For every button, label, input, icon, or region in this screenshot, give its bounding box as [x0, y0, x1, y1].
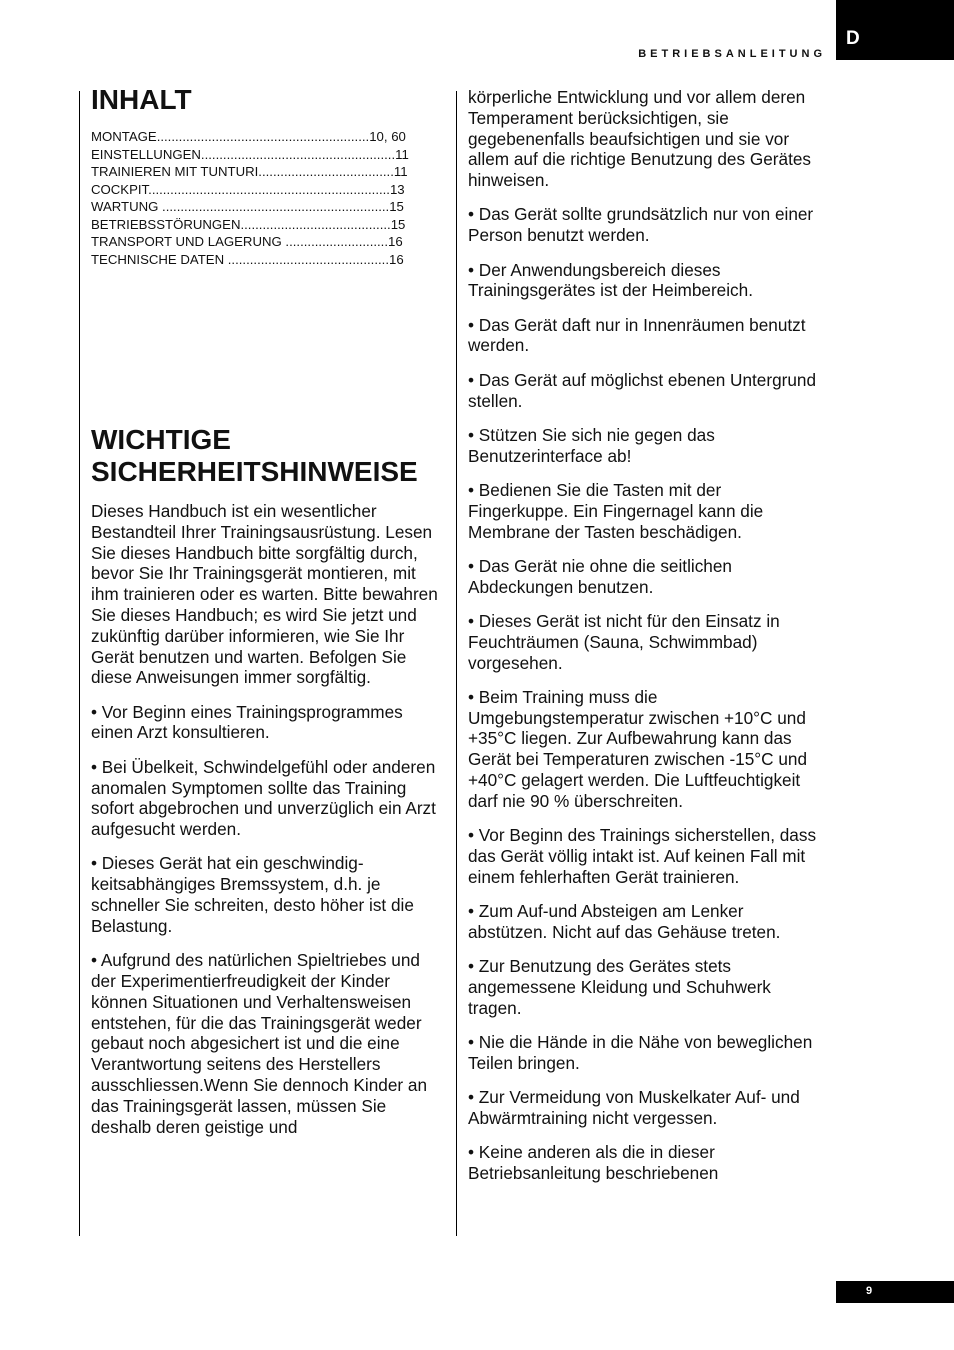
language-tab	[836, 0, 954, 60]
safety-title-line1: WICHTIGE	[91, 424, 231, 455]
safety-bullet: • Dieses Gerät hat ein geschwindig-keitsabhängiges Bremssystem, d.h. je schneller Sie schreiten, desto höher ist die Belastung.	[91, 853, 414, 936]
safety-bullet: • Stützen Sie sich nie gegen das Benutzerinterface ab!	[468, 424, 715, 466]
contents-title: INHALT	[91, 84, 192, 115]
safety-bullet: • Vor Beginn des Trainings sicherstellen, dass das Gerät völlig intakt ist. Auf keinen Fall mit einem fehlerhaften Gerät trainieren.	[468, 825, 817, 887]
safety-bullet: • Aufgrund des natürlichen Spieltriebes und der Experimentierfreudigkeit der Kinder können Situationen und Verhaltensweisen entstehen, für die das Trainingsgerät weder gebaut noch abgesichert ist und die eine Verantwortung seitens des Herstellers ausschliessen.Wenn Sie dennoch Kinder an das Trainingsgerät lassen, müssen Sie deshalb deren geistige und	[91, 950, 428, 1137]
safety-bullet: • Nie die Hände in die Nähe von beweglichen Teilen bringen.	[468, 1031, 813, 1073]
left-column	[91, 84, 443, 1151]
toc-entry: BETRIEBSSTÖRUNGEN.........................................15	[91, 216, 406, 232]
page-number: 9	[866, 1285, 873, 1297]
safety-bullet: • Keine anderen als die in dieser Betriebsanleitung beschriebenen	[468, 1142, 719, 1183]
toc-entry: WARTUNG ..............................................................15	[91, 199, 404, 214]
table-of-contents	[91, 128, 443, 268]
safety-bullet: • Zum Auf-und Absteigen am Lenker abstützen. Nicht auf das Gehäuse treten.	[468, 901, 781, 942]
safety-bullet: • Zur Benutzung des Gerätes stets angemessene Kleidung und Schuhwerk tragen.	[468, 956, 771, 1018]
page-number-tab	[836, 1281, 954, 1303]
safety-title-line2: SICHERHEITSHINWEISE	[91, 455, 418, 487]
toc-entry: COCKPIT..................................................................13	[91, 181, 405, 197]
continued-paragraph: körperliche Entwicklung und vor allem deren Temperament berücksichtigen, sie gegebenenfalls beaufsichtigen und sie vor allem auf die richtige Benutzung des Gerätes hinweisen.	[468, 87, 811, 191]
middle-column-rule	[456, 91, 457, 1236]
safety-bullet: • Der Anwendungsbereich dieses Trainingsgerätes ist der Heimbereich.	[468, 259, 753, 301]
safety-left-text	[91, 501, 443, 1137]
language-tab-label: D	[846, 28, 860, 49]
safety-bullet: • Bedienen Sie die Tasten mit der Fingerkuppe. Ein Fingernagel kann die Membrane der Tasten beschädigen.	[468, 479, 764, 542]
toc-entry: EINSTELLUNGEN.....................................................11	[91, 146, 409, 162]
safety-bullet: • Das Gerät sollte grundsätzlich nur von einer Person benutzt werden.	[468, 204, 814, 246]
safety-right-text	[468, 87, 824, 1184]
safety-bullet: • Das Gerät nie ohne die seitlichen Abdeckungen benutzen.	[468, 555, 732, 597]
safety-bullet: • Bei Übelkeit, Schwindelgefühl oder anderen anomalen Symptomen sollte das Training sofort abgebrochen und unverzüglich ein Arzt aufgesucht werden.	[91, 756, 436, 840]
toc-entry: TRAINIEREN MIT TUNTURI.....................................11	[91, 164, 408, 179]
document-header-label: BETRIEBSANLEITUNG	[638, 48, 826, 60]
toc-entry: MONTAGE..........................................................10, 60	[91, 129, 406, 144]
safety-bullet: • Vor Beginn eines Trainingsprogrammes einen Arzt konsultieren.	[91, 701, 403, 743]
safety-bullet: • Beim Training muss die Umgebungstemperatur zwischen +10°C und +35°C liegen. Zur Aufbewahrung kann das Gerät bei Temperaturen zwischen -15°C und +40°C gelagert werden. Die Luftfeuchtigkeit darf nie 90 % überschreiten.	[468, 686, 808, 811]
intro-paragraph: Dieses Handbuch ist ein wesentlicher Bestandteil Ihrer Trainingsausrüstung. Lesen Sie dieses Handbuch bitte sorgfältig durch, bevor Sie Ihr Trainingsgerät montieren, mit ihm trainieren oder es warten. Bitte bewahren Sie dieses Handbuch; es wird Sie jetzt und zukünftig darüber informieren, wie Sie Ihr Gerät benutzen und warten. Befolgen Sie diese Anweisungen immer sorgfältig.	[91, 501, 438, 688]
toc-entry: TRANSPORT UND LAGERUNG ............................16	[91, 234, 403, 249]
toc-entry: TECHNISCHE DATEN ............................................16	[91, 251, 404, 267]
right-column	[468, 87, 824, 1197]
safety-bullet: • Das Gerät daft nur in Innenräumen benutzt werden.	[468, 314, 806, 356]
safety-bullet: • Zur Vermeidung von Muskelkater Auf- und Abwärmtraining nicht vergessen.	[468, 1087, 800, 1128]
left-column-rule	[79, 91, 80, 1236]
safety-title	[91, 424, 443, 487]
safety-bullet: • Das Gerät auf möglichst ebenen Untergrund stellen.	[468, 369, 817, 411]
safety-bullet: • Dieses Gerät ist nicht für den Einsatz in Feuchträumen (Sauna, Schwimmbad) vorgesehen.	[468, 610, 780, 673]
